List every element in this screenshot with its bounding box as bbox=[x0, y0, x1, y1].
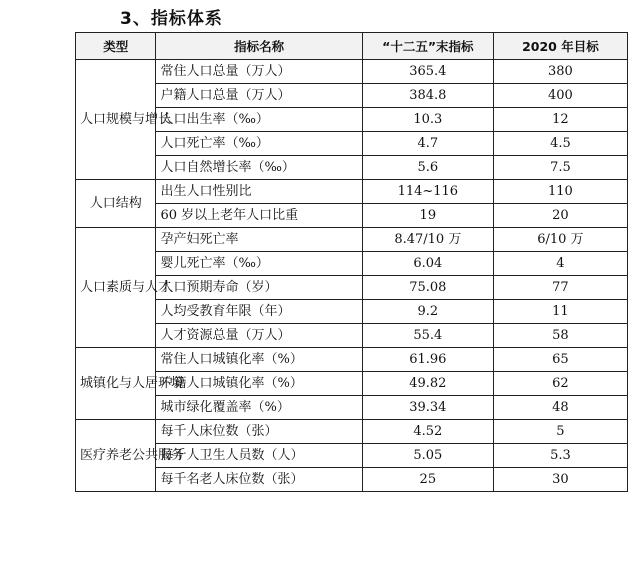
target-12th-cell: 61.96 bbox=[362, 348, 493, 372]
table-row bbox=[76, 156, 628, 180]
table-row bbox=[76, 84, 628, 108]
table-body bbox=[76, 60, 628, 492]
indicator-name-cell: 户籍人口城镇化率（%） bbox=[156, 372, 362, 396]
indicator-name-cell: 婴儿死亡率（‰） bbox=[156, 252, 362, 276]
target-12th-cell: 384.8 bbox=[362, 84, 493, 108]
target-2020-cell: 12 bbox=[493, 108, 627, 132]
indicator-name-cell: 人口出生率（‰） bbox=[156, 108, 362, 132]
target-12th-cell: 39.34 bbox=[362, 396, 493, 420]
target-2020-cell: 48 bbox=[493, 396, 627, 420]
category-cell: 人口规模与增长 bbox=[76, 60, 156, 180]
table-header-row bbox=[76, 33, 628, 60]
target-12th-cell: 75.08 bbox=[362, 276, 493, 300]
target-2020-cell: 4 bbox=[493, 252, 627, 276]
indicator-name-cell: 出生人口性别比 bbox=[156, 180, 362, 204]
indicator-name-cell: 人才资源总量（万人） bbox=[156, 324, 362, 348]
indicator-name-cell: 每千人卫生人员数（人） bbox=[156, 444, 362, 468]
target-12th-cell: 114~116 bbox=[362, 180, 493, 204]
target-2020-cell: 110 bbox=[493, 180, 627, 204]
target-2020-cell: 400 bbox=[493, 84, 627, 108]
indicator-name-cell: 人口死亡率（‰） bbox=[156, 132, 362, 156]
table-row bbox=[76, 348, 628, 372]
target-2020-cell: 7.5 bbox=[493, 156, 627, 180]
header-target-12th: “十二五”末指标 bbox=[362, 33, 493, 60]
category-cell: 城镇化与人居环境 bbox=[76, 348, 156, 420]
target-2020-cell: 6/10 万 bbox=[493, 228, 627, 252]
target-12th-cell: 55.4 bbox=[362, 324, 493, 348]
target-12th-cell: 19 bbox=[362, 204, 493, 228]
indicator-name-cell: 城市绿化覆盖率（%） bbox=[156, 396, 362, 420]
category-cell: 人口结构 bbox=[76, 180, 156, 228]
target-12th-cell: 6.04 bbox=[362, 252, 493, 276]
target-2020-cell: 5 bbox=[493, 420, 627, 444]
target-12th-cell: 10.3 bbox=[362, 108, 493, 132]
indicator-name-cell: 每千人床位数（张） bbox=[156, 420, 362, 444]
indicator-name-cell: 人口自然增长率（‰） bbox=[156, 156, 362, 180]
indicator-name-cell: 常住人口总量（万人） bbox=[156, 60, 362, 84]
target-12th-cell: 5.6 bbox=[362, 156, 493, 180]
target-12th-cell: 49.82 bbox=[362, 372, 493, 396]
table-row bbox=[76, 468, 628, 492]
indicator-name-cell: 户籍人口总量（万人） bbox=[156, 84, 362, 108]
table-row bbox=[76, 228, 628, 252]
table-row bbox=[76, 60, 628, 84]
indicator-name-cell: 每千名老人床位数（张） bbox=[156, 468, 362, 492]
indicator-name-cell: 孕产妇死亡率 bbox=[156, 228, 362, 252]
section-title: 3、指标体系 bbox=[120, 9, 223, 29]
target-2020-cell: 77 bbox=[493, 276, 627, 300]
category-cell: 人口素质与人才 bbox=[76, 228, 156, 348]
table-row bbox=[76, 132, 628, 156]
target-2020-cell: 4.5 bbox=[493, 132, 627, 156]
target-2020-cell: 20 bbox=[493, 204, 627, 228]
table-row bbox=[76, 420, 628, 444]
table-row bbox=[76, 324, 628, 348]
target-12th-cell: 4.7 bbox=[362, 132, 493, 156]
indicator-name-cell: 60 岁以上老年人口比重 bbox=[156, 204, 362, 228]
target-2020-cell: 30 bbox=[493, 468, 627, 492]
target-12th-cell: 9.2 bbox=[362, 300, 493, 324]
target-2020-cell: 65 bbox=[493, 348, 627, 372]
table-row bbox=[76, 396, 628, 420]
table-row bbox=[76, 300, 628, 324]
target-2020-cell: 5.3 bbox=[493, 444, 627, 468]
target-2020-cell: 62 bbox=[493, 372, 627, 396]
target-12th-cell: 4.52 bbox=[362, 420, 493, 444]
target-12th-cell: 8.47/10 万 bbox=[362, 228, 493, 252]
table-row bbox=[76, 180, 628, 204]
target-12th-cell: 25 bbox=[362, 468, 493, 492]
indicator-table bbox=[75, 32, 628, 492]
table-row bbox=[76, 204, 628, 228]
header-indicator: 指标名称 bbox=[156, 33, 362, 60]
indicator-name-cell: 人均受教育年限（年） bbox=[156, 300, 362, 324]
header-category: 类型 bbox=[76, 33, 156, 60]
target-12th-cell: 365.4 bbox=[362, 60, 493, 84]
target-2020-cell: 58 bbox=[493, 324, 627, 348]
category-cell: 医疗养老公共服务 bbox=[76, 420, 156, 492]
target-12th-cell: 5.05 bbox=[362, 444, 493, 468]
target-2020-cell: 11 bbox=[493, 300, 627, 324]
indicator-name-cell: 常住人口城镇化率（%） bbox=[156, 348, 362, 372]
target-2020-cell: 380 bbox=[493, 60, 627, 84]
table-row bbox=[76, 252, 628, 276]
header-target-2020: 2020 年目标 bbox=[493, 33, 627, 60]
indicator-name-cell: 人口预期寿命（岁） bbox=[156, 276, 362, 300]
